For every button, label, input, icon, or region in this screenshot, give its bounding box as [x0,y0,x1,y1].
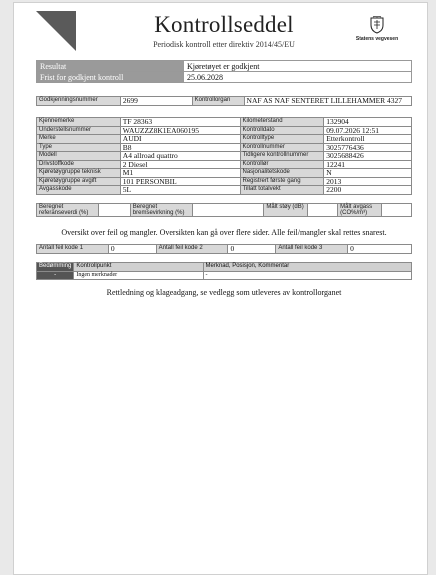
measurements-table [36,203,412,217]
fault-count-table [36,244,412,254]
assessment-remark: - [203,271,411,280]
detail-value: A4 allroad quattro [120,152,240,161]
detail-value: 09.07.2026 12:51 [324,126,412,135]
detail-label: Kontrolltype [240,135,324,144]
details-row [37,118,412,127]
result-label: Resultat [37,61,184,72]
detail-value: 101 PERSONBIL [120,177,240,186]
detail-value: Etterkontroll [324,135,412,144]
document-subtitle: Periodisk kontroll etter direktiv 2014/45/EU [153,40,295,49]
detail-label: Kjøretøygruppe avgift [37,177,121,186]
detail-label: Tillatt totalvekt [240,186,324,195]
detail-value: 2013 [324,177,412,186]
detail-label: Kontrolldato [240,126,324,135]
detail-label: Modell [37,152,121,161]
assessment-col-point: Kontrollpunkt [74,263,203,272]
brake-effect-value [192,204,264,217]
fault-code-2-value: 0 [228,245,276,254]
statens-vegvesen-logo [347,16,407,42]
detail-label: Kontrollør [240,160,324,169]
footer-text: Rettledning og klageadgang, se vedlegg som utleveres av kontrollorganet [106,288,342,297]
exhaust-value [382,204,412,217]
document-title: Kontrollseddel [154,12,294,37]
detail-label: Kontrollnummer [240,143,324,152]
detail-label: Kjennemerke [37,118,121,127]
reference-value-label: Beregnet referanseverdi (%) [37,204,99,217]
details-row [37,169,412,178]
fault-code-3-label: Antall feil kode 3 [276,245,348,254]
detail-label: Kjøretøygruppe teknisk [37,169,121,178]
detail-label: Merke [37,135,121,144]
result-value: Kjøretøyet er godkjent [184,61,412,72]
detail-value: 12241 [324,160,412,169]
corner-fold-icon [36,11,76,51]
deadline-value: 25.06.2028 [184,72,412,83]
detail-label: Tidligere kontrollnummer [240,152,324,161]
details-row [37,152,412,161]
brake-effect-label: Beregnet bremsevirkning (%) [130,204,192,217]
assessment-grade: - [37,271,74,280]
detail-value: 2 Diesel [120,160,240,169]
detail-label: Drivstoffkode [37,160,121,169]
detail-value: B8 [120,143,240,152]
faults-note: Oversikt over feil og mangler. Oversikten kan gå over flere sider. Alle feil/mangler skal rettes snarest. [61,228,387,237]
assessment-point: Ingen merknader [74,271,203,280]
detail-label: Type [37,143,121,152]
detail-label: Avgasskode [37,186,121,195]
logo-text: Statens vegvesen [355,36,399,42]
details-row [37,160,412,169]
approval-number-value: 2699 [120,97,192,106]
result-table [36,60,412,83]
noise-value [308,204,338,217]
approval-number-label: Godkjenningsnummer [37,97,121,106]
detail-label: Understellsnummer [37,126,121,135]
assessment-header-row [37,263,412,272]
assessment-col-remark: Merknad, Posisjon, Kommentar [203,263,411,272]
detail-label: Registrert første gang [240,177,324,186]
coat-of-arms-icon [368,16,386,34]
reference-value [98,204,130,217]
fault-code-3-value: 0 [348,245,412,254]
inspection-body-value: NAF AS NAF SENTERET LILLEHAMMER 4327 [244,97,411,106]
details-row [37,135,412,144]
noise-label: Målt støy (dB) [264,204,308,217]
vehicle-details-table [36,117,412,195]
details-row [37,186,412,195]
assessment-col-grade: Bedømming [37,263,74,272]
detail-label: Kilometerstand [240,118,324,127]
vehicle-info-table [36,96,412,106]
details-row [37,177,412,186]
detail-value: AUDI [120,135,240,144]
detail-label: Nasjonalitetskode [240,169,324,178]
detail-value: 3025688426 [324,152,412,161]
fault-code-1-value: 0 [108,245,156,254]
deadline-label: Frist for godkjent kontroll [37,72,184,83]
assessment-table [36,262,412,280]
detail-value: TF 28363 [120,118,240,127]
fault-code-1-label: Antall feil kode 1 [37,245,109,254]
detail-value: 2200 [324,186,412,195]
detail-value: WAUZZZ8K1EA060195 [120,126,240,135]
fault-code-2-label: Antall feil kode 2 [156,245,228,254]
detail-value: 5L [120,186,240,195]
detail-value: N [324,169,412,178]
detail-value: 132904 [324,118,412,127]
document-page [13,2,428,575]
detail-value: 3025776436 [324,143,412,152]
inspection-body-label: Kontrollorgan [192,97,244,106]
exhaust-label: Målt avgass (CO%/m³) [338,204,382,217]
assessment-row [37,271,412,280]
detail-value: M1 [120,169,240,178]
